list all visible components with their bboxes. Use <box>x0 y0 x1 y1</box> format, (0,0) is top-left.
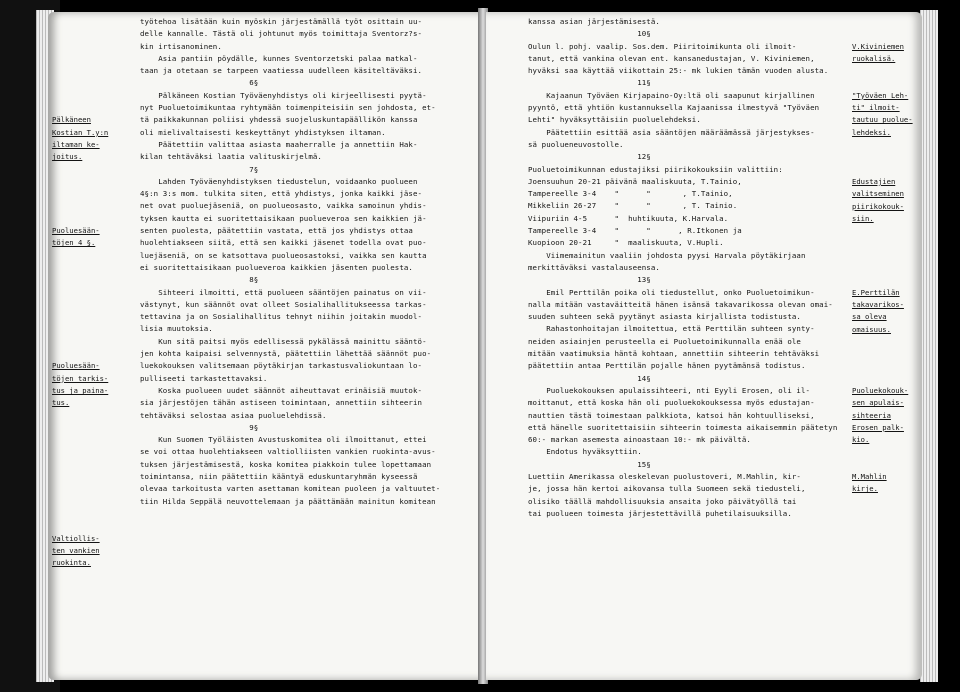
margin-note: joitus. <box>52 152 83 162</box>
text-line: huolehtiakseen siitä, että sen kaikki jäsenet todella ovat puo- <box>140 238 427 248</box>
margin-note: Valtiollis- <box>52 533 100 543</box>
text-line: Päätettiin valittaa asiasta maaherralle ja annettiin Hak- <box>140 139 418 149</box>
margin-note: siin. <box>852 213 874 223</box>
text-line: luejäseniä, on se katsottava puolueosastoksi, vaikka sen kautta <box>140 250 427 260</box>
margin-note: Puoluesään- <box>52 226 100 236</box>
text-line: kilan tehtäväksi laatia valituskirjelmä. <box>140 152 322 162</box>
text-line: mitään vaatimuksia häntä kohtaan, annettiin sihteerin tehtäväksi <box>528 349 820 359</box>
left-page-body <box>140 16 440 508</box>
text-line: Päätettiin esittää asia sääntöjen määräämässä järjestykses- <box>528 127 815 137</box>
right-page-body <box>528 16 837 520</box>
text-line: 12§ <box>528 152 651 162</box>
text-line: nyt Puoluetoimikuntaa ryhtymään toimenpiteisiin sen johdosta, et- <box>140 103 436 113</box>
margin-note: Erosen palk- <box>852 422 904 432</box>
text-line: Puoluekokouksen apulaissihteeri, nti Eyyli Erosen, oli il- <box>528 385 811 395</box>
text-line: 11§ <box>528 78 651 88</box>
margin-note: takavarikos- <box>852 299 904 309</box>
margin-note: piirikokouk- <box>852 201 904 211</box>
text-line: Lahden Työväenyhdistyksen tiedustelun, voidaanko puolueen <box>140 176 418 186</box>
text-line: Tampereelle 3-4 " " , R.Itkonen ja <box>528 226 742 236</box>
text-line: tai puolueen toimesta järjestettävillä puhetilaisuuksilla. <box>528 508 792 518</box>
text-line: 6§ <box>140 78 259 88</box>
text-line: olevaa tarkoitusta varten asettaman komitean puoleen ja valtuutet- <box>140 484 441 494</box>
text-line: Luettiin Amerikassa oleskelevan puolustoveri, M.Mahlin, kir- <box>528 471 801 481</box>
text-line: västynyt, kun säännöt ovat olleet Sosialihallitukseessa tarkas- <box>140 299 427 309</box>
text-line: päätettiin antaa Perttilän pojalle hänen pyytämänsä todistus. <box>528 361 806 371</box>
text-line: Rahastonhoitajan ilmoitettua, että Perttilän suhteen synty- <box>528 324 815 334</box>
text-line: Kajaanun Työväen Kirjapaino-Oy:ltä oli saapunut kirjallinen <box>528 90 815 100</box>
text-line: 60:- markan asemesta ainoastaan 10:- mk päivältä. <box>528 435 751 445</box>
text-line: 8§ <box>140 275 259 285</box>
text-line: jen kohta kaipaisi selvennystä, päätettiin lähettää säännöt puo- <box>140 349 432 359</box>
text-line: tiin Hilda Seppälä neuvottelemaan ja päättämään mainitun komitean <box>140 496 436 506</box>
text-line: Lehti" hyväksyttäisiin puoluelehdeksi. <box>528 115 701 125</box>
margin-note: omaisuus. <box>852 324 891 334</box>
text-line: 15§ <box>528 459 651 469</box>
text-line: sia järjestöjen tähän astiseen toimintaan, annettiin sihteerin <box>140 398 423 408</box>
margin-note: sen apulais- <box>852 398 904 408</box>
text-line: 4§:n 3:s mom. tulkita siten, että yhdistys, jonka kaikki jäse- <box>140 189 423 199</box>
margin-note: V.Kiviniemen <box>852 41 904 51</box>
text-line: Pälkäneen Kostian Työväenyhdistys oli kirjeellisesti pyytä- <box>140 90 427 100</box>
text-line: Sihteeri ilmoitti, että puolueen sääntöjen painatus on vii- <box>140 287 427 297</box>
margin-note: töjen 4 §. <box>52 238 96 248</box>
text-line: pulliseeti tarkastettavaksi. <box>140 373 268 383</box>
margin-note: sihteeria <box>852 410 891 420</box>
margin-note: valitseminen <box>852 189 904 199</box>
margin-note: Pälkäneen <box>52 115 91 125</box>
text-line: Viimemainitun vaaliin johdosta pyysi Harvala pöytäkirjaan <box>528 250 806 260</box>
text-line: tyksen kautta ei suoritettaisikaan puolueveroa sen kaikkien jä- <box>140 213 427 223</box>
text-line: moittanut, että koska hän oli puoluekokouksessa myös edustajan- <box>528 398 815 408</box>
text-line: lisia muutoksia. <box>140 324 213 334</box>
text-line: delle kannalle. Tästä oli johtunut myös toimittaja Sventorz?s- <box>140 29 423 39</box>
text-line: ei suoritettaisikaan puolueveroa kaikkien jäsenten puolesta. <box>140 262 413 272</box>
text-line: Endotus hyväksyttiin. <box>528 447 642 457</box>
text-line: 13§ <box>528 275 651 285</box>
margin-note: tus. <box>52 398 70 408</box>
text-line: tanut, että vankina olevan ent. kansanedustajan, V. Kiviniemen, <box>528 53 815 63</box>
text-line: Oulun l. pohj. vaalip. Sos.dem. Piiritoimikunta oli ilmoit- <box>528 41 797 51</box>
margin-note: lehdeksi. <box>852 127 891 137</box>
text-line: net ovat puoluejäseniä, on puolueosasto, vaikka samoinun yhdis- <box>140 201 427 211</box>
margin-note: töjen tarkis- <box>52 373 109 383</box>
right-page <box>486 12 922 680</box>
text-line: luekokouksen valitsemaan pöytäkirjan tarkastusvaliokuntaan lo- <box>140 361 423 371</box>
margin-note: sa oleva <box>852 312 887 322</box>
margin-note: iltaman ke- <box>52 140 100 149</box>
margin-note: kio. <box>852 435 870 445</box>
text-line: toimintansa, niin päätettiin kääntyä eduskuntaryhmän kyseessä <box>140 471 418 481</box>
text-line: je, jossa hän kertoi aikovansa tulla Suomeen sekä tiedusteli, <box>528 484 806 494</box>
text-line: 9§ <box>140 422 259 432</box>
text-line: että hänelle suoritettaisiin sihteerin toimesta aikaisemmin päätetyn <box>528 422 838 432</box>
text-line: tehtäväksi selostaa asiaa puoluelehdissä. <box>140 410 327 420</box>
text-line: 10§ <box>528 29 651 39</box>
margin-note: E.Perttilän <box>852 287 900 297</box>
text-line: neiden asiainjen perusteella ei Puoluetoimikunnalla enää ole <box>528 336 801 346</box>
text-line: se voi ottaa huolehtiakseen valtiolliisten vankien ruokinta-avus- <box>140 447 436 457</box>
text-line: Mikkeliin 26-27 " " , T. Tainio. <box>528 201 738 211</box>
text-line: Joensuuhun 20-21 päivänä maaliskuuta, T.Tainio, <box>528 176 742 186</box>
text-line: Viipuriin 4-5 " huhtikuuta, K.Harvala. <box>528 213 729 223</box>
margin-note: tus ja paina- <box>52 386 109 395</box>
margin-note: M.Mahlin <box>852 472 887 482</box>
text-line: Puoluetoimikunnan edustajiksi piirikokouksiin valittiin: <box>528 164 783 174</box>
text-line: tettavina ja on Sosialihallitus tehnyt niihin joitakin muodol- <box>140 312 423 322</box>
text-line: 14§ <box>528 373 651 383</box>
text-line: Tampereelle 3-4 " " , T.Tainio, <box>528 189 733 199</box>
text-line: taan ja otetaan se tarpeen vaatiessa uudelleen käsiteltäväksi. <box>140 66 423 76</box>
text-line: hyväksi saa käyttää viikottain 25:- mk lukien tämän vuoden alusta. <box>528 66 829 76</box>
margin-note: "Työväen Leh- <box>852 90 909 100</box>
left-page <box>48 12 480 680</box>
margin-note: ti" ilmoit- <box>852 103 900 113</box>
margin-note: Edustajien <box>852 176 896 186</box>
right-page-edges <box>920 10 938 682</box>
text-line: Emil Perttilän poika oli tiedustellut, onko Puoluetoimikun- <box>528 287 815 297</box>
text-line: sä puolueneuvostolle. <box>528 139 624 149</box>
margin-note: Puoluekokouk- <box>852 386 909 395</box>
text-line: olisiko täällä mahdollisuuksia ansaita joko päivätyöllä tai <box>528 496 797 506</box>
text-line: Kun sitä paitsi myös edellisessä pykälässä mainittu sääntö- <box>140 336 427 346</box>
text-line: senten puolesta, päätettiin vastata, että jos yhdistys ottaa <box>140 226 413 236</box>
text-line: 7§ <box>140 164 259 174</box>
text-line: tä paikkakunnan poliisi yhdessä suojeluskuntapäällikön kanssa <box>140 115 418 125</box>
margin-note: tautuu puolue- <box>852 115 913 125</box>
margin-note: kirje. <box>852 484 878 494</box>
text-line: nauttien tästä toimestaan palkkiota, katsoi hän kohtuulliseksi, <box>528 410 815 420</box>
text-line: Kuopioon 20-21 " maaliskuuta, V.Hupli. <box>528 238 724 248</box>
margin-note: ten vankien <box>52 545 100 555</box>
text-line: merkittäväksi vastalauseensa. <box>528 262 660 272</box>
text-line: Kun Suomen Työläisten Avustuskomitea oli ilmoittanut, ettei <box>140 435 427 445</box>
text-line: oli mielivaltaisesti keskeyttänyt yhdistyksen iltaman. <box>140 127 386 137</box>
text-line: Koska puolueen uudet säännöt aiheuttavat erinäisiä muutok- <box>140 385 423 395</box>
text-line: kin irtisanominen. <box>140 41 222 51</box>
text-line: Asia pantiin pöydälle, kunnes Sventorzetski palaa matkal- <box>140 53 418 63</box>
text-line: tuksen järjestämisestä, koska komitea piakkoin tulee lopettamaan <box>140 459 432 469</box>
text-line: kanssa asian järjestämisestä. <box>528 17 660 26</box>
text-line: työtehoa lisätään kuin myöskin järjestämällä työt osittain uu- <box>140 17 423 26</box>
text-line: nalla mitään vastaväitteitä hänen isänsä takavarikossa olevan omai- <box>528 299 833 309</box>
margin-note: ruokinta. <box>52 558 91 568</box>
margin-note: Puoluesään- <box>52 361 100 371</box>
margin-note: ruokalisä. <box>852 53 896 63</box>
margin-note: Kostian T.y:n <box>52 127 109 137</box>
text-line: pyyntö, että yhtiön kustannuksella Kajaanissa ilmestyvä "Työväen <box>528 103 820 113</box>
text-line: suuden suhteen sekä pyytänyt asiasta kirjallista todistusta. <box>528 312 801 322</box>
